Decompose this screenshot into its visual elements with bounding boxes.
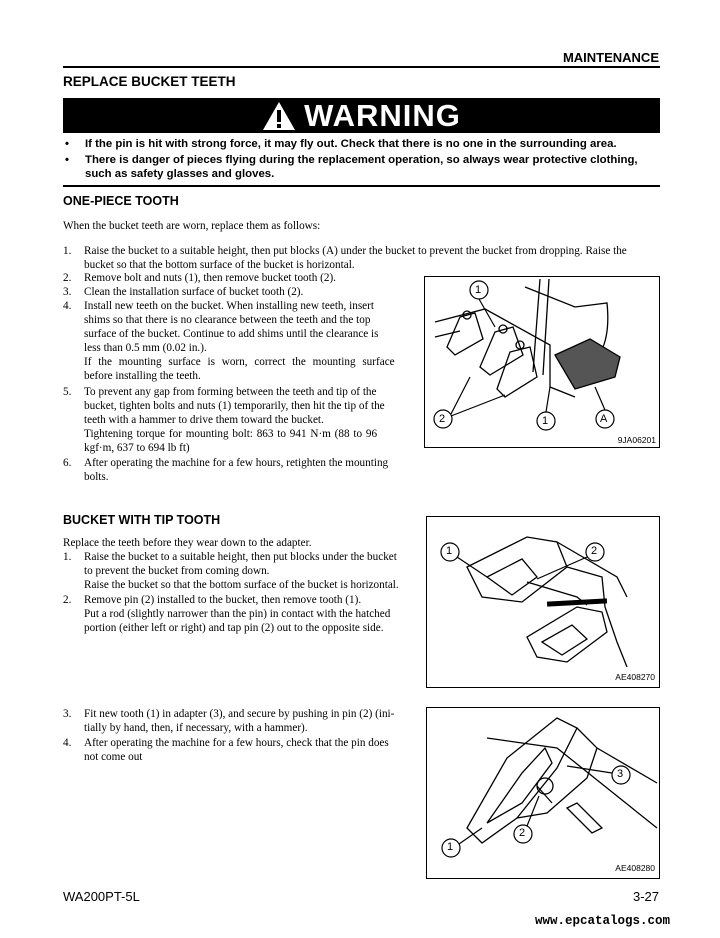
step-line: teeth with a hammer to drive them toward the bucket. — [84, 414, 324, 427]
step-number: 4. — [63, 300, 72, 312]
step-line: After operating the machine for a few hours, check that the pin does — [84, 737, 389, 749]
step-line: Fit new tooth (1) in adapter (3), and secure by pushing in pin (2) (ini- — [84, 708, 395, 720]
callout-label: 2 — [519, 827, 526, 839]
figure-tip-tooth-removal — [426, 516, 660, 688]
tip-tooth-removal-illustration — [427, 517, 659, 687]
step-line: not come out — [84, 751, 143, 764]
step-line: bolts. — [84, 471, 109, 484]
callout-label: 2 — [591, 545, 598, 557]
bullet-dot: • — [65, 154, 69, 166]
step-line: tially by hand, then, if necessary, with a hammer). — [84, 722, 308, 735]
figure-one-piece-tooth — [424, 276, 660, 448]
watermark: www.epcatalogs.com — [534, 914, 670, 928]
callout-label: 1 — [446, 545, 453, 557]
figure-code: 9JA06201 — [617, 435, 656, 445]
step-line: less than 0.5 mm (0.02 in.). — [84, 342, 207, 355]
tip-tooth-installation-illustration — [427, 708, 659, 878]
step-line: Remove bolt and nuts (1), then remove bucket tooth (2). — [84, 272, 336, 284]
header-rule — [63, 66, 660, 68]
step-number: 2. — [63, 594, 72, 606]
footer-page-number: 3-27 — [632, 889, 659, 904]
warning-line: There is danger of pieces flying during the replacement operation, so always wear protective clothing, — [85, 154, 638, 166]
warning-rule — [63, 185, 660, 187]
figure-tip-tooth-installation — [426, 707, 660, 879]
step-line: bucket, tighten bolts and nuts (1) temporarily, then hit the tip of the — [84, 400, 385, 413]
warning-line: If the pin is hit with strong force, it may fly out. Check that there is no one in the surrounding area. — [85, 138, 617, 150]
callout-label: 1 — [475, 284, 482, 296]
step-line: portion (either left or right) and tap pin (2) out to the opposite side. — [84, 622, 384, 635]
callout-label: 3 — [617, 768, 624, 780]
footer-model: WA200PT-5L — [63, 889, 140, 904]
step-line: Raise the bucket to a suitable height, then put blocks under the bucket — [84, 551, 397, 563]
step-line: surface of the bucket. Continue to add shims until the clearance is — [84, 328, 379, 341]
step-number: 1. — [63, 551, 72, 563]
section-heading-one-piece: ONE-PIECE TOOTH — [63, 194, 179, 208]
step-number: 6. — [63, 457, 72, 469]
step-number: 4. — [63, 737, 72, 749]
one-piece-intro: When the bucket teeth are worn, replace them as follows: — [63, 220, 321, 232]
figure-code: AE408280 — [615, 863, 655, 873]
page-title: REPLACE BUCKET TEETH — [63, 74, 236, 89]
step-number: 3. — [63, 286, 72, 298]
step-number: 2. — [63, 272, 72, 284]
step-line: kgf·m, 637 to 694 lb ft) — [84, 442, 190, 455]
step-line: Tightening torque for mounting bolt: 863 to 941 N·m (88 to 96 — [84, 428, 378, 441]
step-line: Remove pin (2) installed to the bucket, then remove tooth (1). — [84, 594, 362, 606]
callout-label: 1 — [447, 841, 454, 853]
section-header: MAINTENANCE — [562, 50, 659, 65]
warning-banner — [63, 98, 660, 133]
step-line: After operating the machine for a few hours, retighten the mounting — [84, 457, 389, 469]
callout-label: 2 — [439, 413, 446, 425]
step-line: Raise the bucket so that the bottom surface of the bucket is horizontal. — [84, 579, 399, 592]
step-line: If the mounting surface is worn, correct the mounting surface — [84, 356, 395, 369]
step-line: Raise the bucket to a suitable height, then put blocks (A) under the bucket to prevent the bucket from dropping. Raise the — [84, 245, 627, 257]
section-heading-tip-tooth: BUCKET WITH TIP TOOTH — [63, 513, 221, 527]
step-line: Install new teeth on the bucket. When installing new teeth, insert — [84, 300, 374, 312]
step-line: shims so that there is no clearance between the teeth and the top — [84, 314, 371, 327]
bullet-dot: • — [65, 138, 69, 150]
step-number: 5. — [63, 386, 72, 398]
step-line: before installing the teeth. — [84, 370, 201, 383]
step-number: 3. — [63, 708, 72, 720]
warning-label: WARNING — [304, 97, 461, 133]
step-line: to prevent the bucket from coming down. — [84, 565, 270, 578]
step-line: Clean the installation surface of bucket tooth (2). — [84, 286, 304, 298]
figure-code: AE408270 — [615, 672, 655, 682]
callout-label: 1 — [542, 415, 549, 427]
step-line: bucket so that the bottom surface of the bucket is horizontal. — [84, 259, 355, 272]
step-number: 1. — [63, 245, 72, 257]
step-line: Put a rod (slightly narrower than the pin) in contact with the hatched — [84, 608, 391, 621]
callout-label: A — [600, 413, 608, 425]
warning-triangle-icon — [262, 101, 296, 131]
step-line: To prevent any gap from forming between the teeth and tip of the — [84, 386, 377, 398]
warning-line: such as safety glasses and gloves. — [85, 168, 275, 180]
tip-tooth-intro: Replace the teeth before they wear down to the adapter. — [63, 537, 312, 549]
